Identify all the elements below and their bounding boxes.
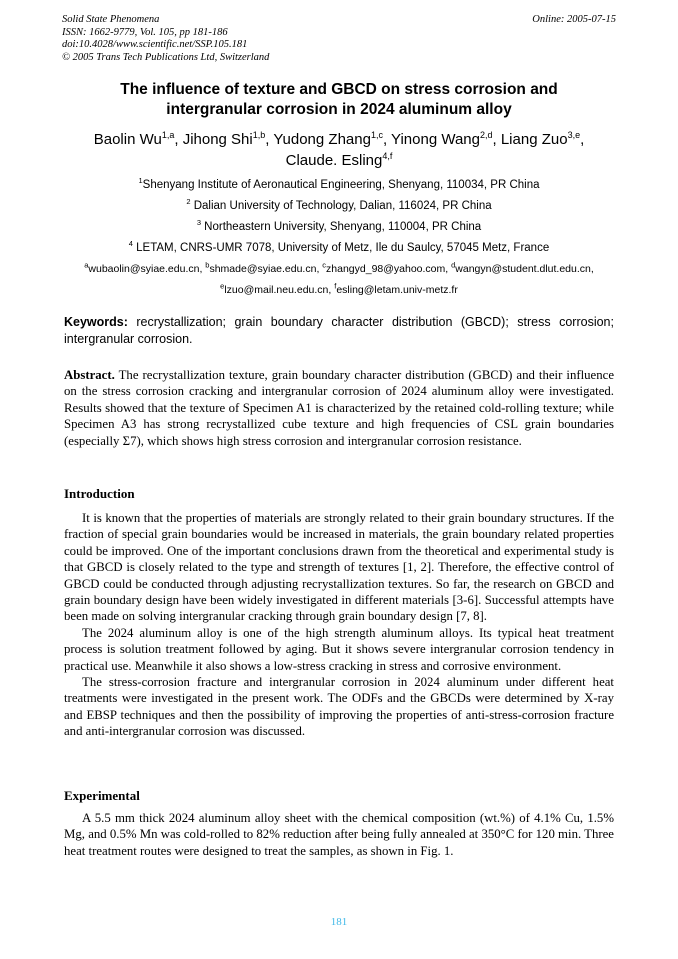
author [273,131,391,148]
title-line-2: intergranular corrosion in 2024 aluminum alloy [166,101,512,118]
email-line [40,259,638,280]
author-separator: , [174,131,183,148]
email-mark: c [322,260,327,270]
paragraph: It is known that the properties of materials are strongly related to their grain boundary structures. If the fraction of special grain boundaries would be increased in materials, the grain boundary related properties could be improved. One of the important conclusions drawn from the theoretical and experimental study is that GBCD is closely related to the type and strength of textures [1, 2]. Therefore, the effective control of GBCD could be conducted through adjusting recrystallization textures. So far, the research on GBCD and grain boundary design have been widely investigated in different materials [3-6]. Successful attempts have been made on solving intergranular cracking through grain boundary design [7, 8]. [64,511,614,624]
abstract-block [64,367,614,449]
paragraph: The stress-corrosion fracture and intergranular corrosion in 2024 aluminum under different heat treatments were investigated in the present work. The ODFs and the GBCDs were determined by X-ray and EBSP techniques and then the possibility of improving the properties of anti-stress-corrosion fracture and anti-intergranular corrosion was discussed. [64,675,614,739]
abstract-label: Abstract. [64,368,115,382]
title-line-1: The influence of texture and GBCD on stress corrosion and [120,81,558,98]
abstract-text: The recrystallization texture, grain boundary character distribution (GBCD) and their influence on the stress corrosion cracking and intergranular corrosion of 2024 aluminum alloy were investigated. Results showed that the texture of Specimen A1 is characterized by the retained cold-rolling texture; while Specimen A3 has strong recrystallized cube texture and high frequencies of CSL grain boundaries (especially Σ7), which shows high stress corrosion and intergranular corrosion resistance. [64,368,614,448]
author [94,131,183,148]
author-separator: , [492,131,501,148]
section-heading-introduction: Introduction [64,486,135,501]
section-heading-experimental: Experimental [64,788,140,803]
paragraph: A 5.5 mm thick 2024 aluminum alloy sheet with the chemical composition (wt.%) of 4.1% Cu, 1.5% Mg, and 0.5% Mn was cold-rolled to 82% reduction after being fully annealed at 350°C for 120 min. Three heat treatment routes were designed to treat the samples, as shown in Fig. 1. [64,811,614,858]
author [391,131,501,148]
author-affiliation-mark: 3,e [567,130,581,140]
author-name: Jihong Shi [182,131,253,148]
author-separator: , [580,131,585,148]
online-date-text: Online: 2005-07-15 [532,14,616,25]
author-separator: , [265,131,274,148]
author-affiliation-mark: 1,b [252,130,266,140]
author [501,131,584,148]
keywords-label: Keywords: [64,315,128,329]
author-affiliation-mark: 4,f [382,151,393,161]
author-name: Yudong Zhang [273,131,371,148]
keywords-text: recrystallization; grain boundary character distribution (GBCD); stress corrosion; intergranular corrosion. [64,315,614,346]
online-date [532,14,616,27]
affiliation-mark: 2 [186,197,191,207]
email-address[interactable]: lzuo@mail.neu.edu.cn, [224,284,335,296]
email-mark: d [451,260,456,270]
author-affiliation-mark: 1,c [370,130,383,140]
affiliation [40,196,638,217]
author [286,152,393,169]
affiliation-text: Northeastern University, Shenyang, 110004, PR China [200,221,482,233]
affiliation [40,175,638,196]
author-name: Yinong Wang [391,131,480,148]
email-mark: a [84,260,89,270]
affiliation [40,217,638,238]
email-address[interactable]: esling@letam.univ-metz.fr [336,284,458,296]
affiliation-list [40,175,638,301]
author-affiliation-mark: 2,d [479,130,493,140]
email-address[interactable]: shmade@syiae.edu.cn, [209,263,323,275]
affiliation-text: Shenyang Institute of Aeronautical Engineering, Shenyang, 110034, PR China [142,179,540,191]
affiliation-text: Dalian University of Technology, Dalian, 116024, PR China [190,200,492,212]
page-number: 181 [330,916,348,928]
paper-title [64,80,614,120]
doi-line[interactable]: doi:10.4028/www.scientific.net/SSP.105.181 [62,39,248,51]
email-line [40,280,638,301]
introduction-body [64,510,614,740]
affiliation-mark: 1 [138,176,143,186]
issn-line: ISSN: 1662-9779, Vol. 105, pp 181-186 [62,26,228,38]
email-address[interactable]: wubaolin@syiae.edu.cn, [88,263,206,275]
author-separator: , [382,131,392,148]
email-address[interactable]: wangyn@student.dlut.edu.cn, [455,263,594,275]
copyright-line: © 2005 Trans Tech Publications Ltd, Switzerland [62,51,270,63]
author [183,131,274,148]
journal-name: Solid State Phenomena [62,14,160,25]
paragraph: The 2024 aluminum alloy is one of the high strength aluminum alloys. Its typical heat treatment process is solution treatment followed by aging. But it shows severe intergranular corrosion tendency in practical use. Meanwhile it also shows a low-stress cracking in stress and corrosive environment. [64,625,614,673]
author-name: Liang Zuo [500,131,568,148]
email-mark: f [334,281,337,291]
keywords-block [64,314,614,347]
email-address[interactable]: zhangyd_98@yahoo.com, [326,263,452,275]
email-mark: b [205,260,210,270]
journal-header [62,14,269,64]
affiliation-text: LETAM, CNRS-UMR 7078, University of Metz, Ile du Saulcy, 57045 Metz, France [132,242,550,254]
affiliation-mark: 3 [196,218,201,228]
author-name: Claude. Esling [285,152,383,169]
author-affiliation-mark: 1,a [161,130,175,140]
affiliation-mark: 4 [128,239,133,249]
author-list [50,129,628,171]
email-mark: e [220,281,225,291]
experimental-body [64,810,614,859]
affiliation [40,238,638,259]
author-name: Baolin Wu [93,131,162,148]
